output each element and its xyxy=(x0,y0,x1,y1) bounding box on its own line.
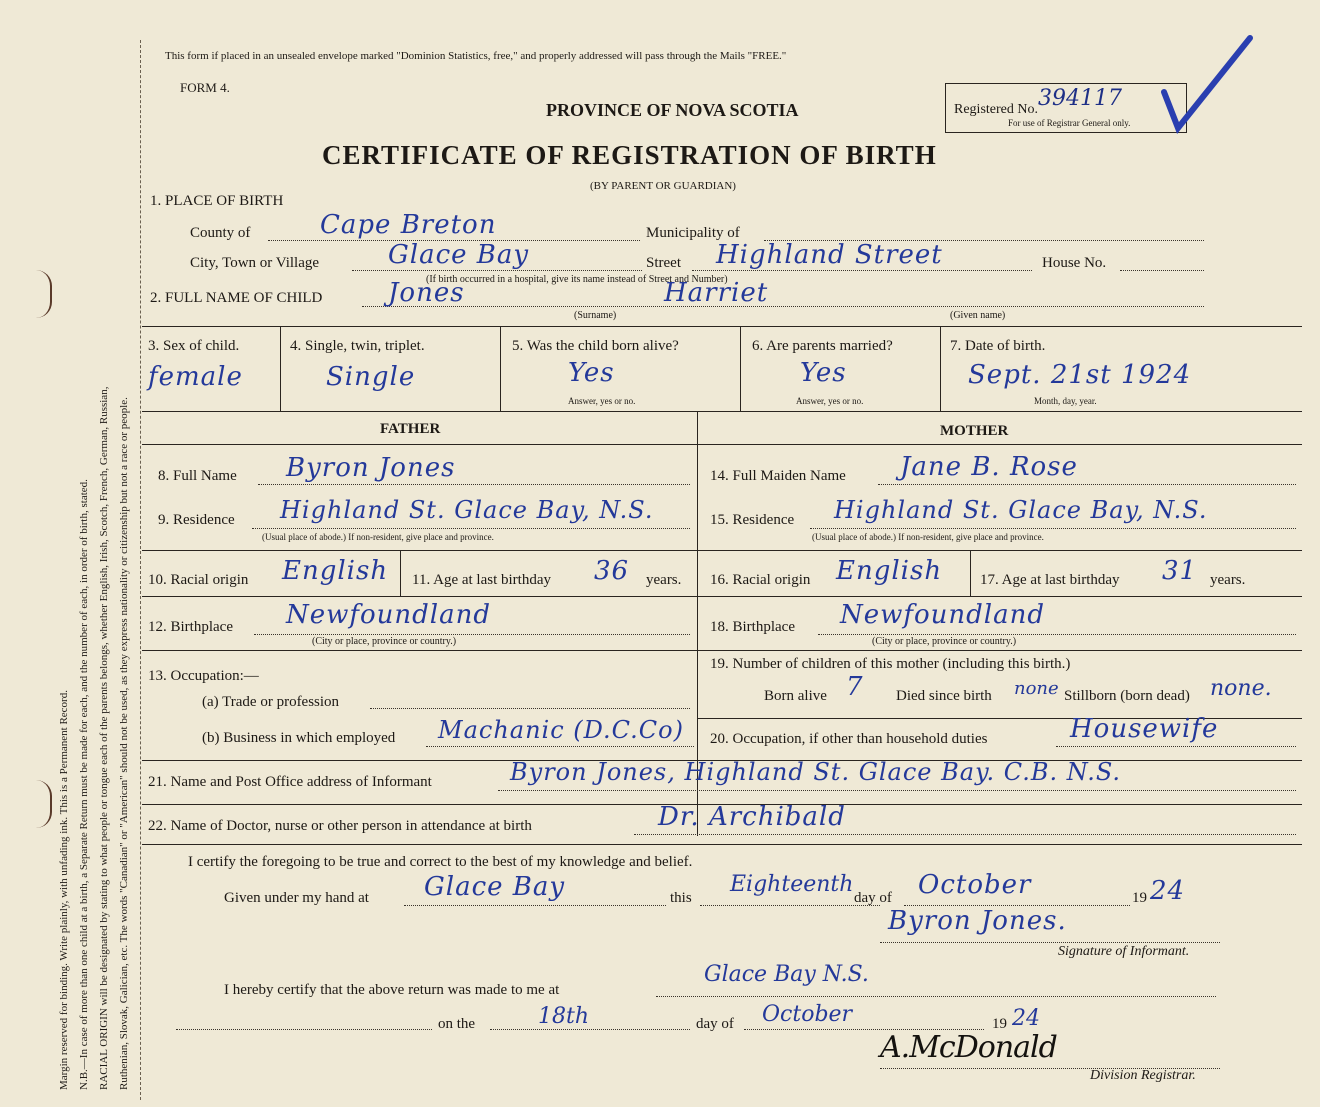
municipality-label: Municipality of xyxy=(646,225,740,241)
informant-signature: Byron Jones. xyxy=(888,906,1067,936)
mother-name: Jane B. Rose xyxy=(900,452,1078,482)
hospital-note: (If birth occurred in a hospital, give its name instead of Street and Number) xyxy=(426,274,728,285)
sex-value: female xyxy=(148,362,243,392)
informant-label: 21. Name and Post Office address of Informant xyxy=(148,774,432,790)
registrar-day-label: day of xyxy=(696,1016,734,1032)
day-value: Eighteenth xyxy=(730,872,854,897)
mail-note: This form if placed in an unsealed envelope marked "Dominion Statistics, free," and properly addressed will pass through the Mails "FREE." xyxy=(165,50,787,62)
mother-heading: MOTHER xyxy=(940,423,1009,439)
margin-note-1: Margin reserved for binding. Write plainly, with unfading ink. This is a Permanent Record. xyxy=(58,690,70,1090)
county-value: Cape Breton xyxy=(320,210,497,240)
registrar-signature: A.McDonald xyxy=(880,1030,1057,1065)
single-label: 4. Single, twin, triplet. xyxy=(290,338,425,354)
child-surname: Jones xyxy=(388,278,465,308)
registrar-day: 18th xyxy=(538,1004,590,1029)
year-value: 24 xyxy=(1150,876,1186,906)
surname-caption: (Surname) xyxy=(574,310,617,321)
city-value: Glace Bay xyxy=(388,240,530,270)
given-label: Given under my hand at xyxy=(224,890,369,906)
given-place: Glace Bay xyxy=(424,872,566,902)
died-value: none xyxy=(1014,678,1059,699)
father-occupation-label: 13. Occupation:— xyxy=(148,668,259,684)
place-heading: 1. PLACE OF BIRTH xyxy=(150,193,284,209)
binding-hole xyxy=(36,270,52,318)
sex-label: 3. Sex of child. xyxy=(148,338,240,354)
mother-occupation-label: 20. Occupation, if other than household duties xyxy=(710,731,988,747)
date-value: Sept. 21st 1924 xyxy=(968,360,1192,390)
doctor-label: 22. Name of Doctor, nurse or other person in attendance at birth xyxy=(148,818,532,834)
mother-birthplace: Newfoundland xyxy=(840,600,1046,630)
father-age-label: 11. Age at last birthday xyxy=(412,572,551,588)
mother-racial: English xyxy=(836,556,943,586)
father-racial-label: 10. Racial origin xyxy=(148,572,249,588)
registrar-caption: Division Registrar. xyxy=(1090,1068,1196,1083)
alive-value: Yes xyxy=(568,358,615,388)
business-label: (b) Business in which employed xyxy=(202,730,396,746)
stillborn-value: none. xyxy=(1210,676,1272,701)
signature-caption: Signature of Informant. xyxy=(1058,944,1190,959)
father-residence-label: 9. Residence xyxy=(158,512,235,528)
mother-age: 31 xyxy=(1162,556,1198,586)
trade-label: (a) Trade or profession xyxy=(202,694,340,710)
doctor-value: Dr. Archibald xyxy=(658,802,846,832)
this-label: this xyxy=(670,890,692,906)
mother-racial-label: 16. Racial origin xyxy=(710,572,811,588)
child-given-name: Harriet xyxy=(664,278,769,308)
mother-residence-caption: (Usual place of abode.) If non-resident, give place and province. xyxy=(812,532,1044,542)
margin-note-4: Ruthenian, Slovak, Galician, etc. The words "Canadian" or "American" should not be used, as they express nationality or citizenship but not a race or people. xyxy=(118,397,130,1090)
married-value: Yes xyxy=(800,358,847,388)
mother-birthplace-caption: (City or place, province or country.) xyxy=(872,636,1017,647)
informant-value: Byron Jones, Highland St. Glace Bay. C.B. N.S. xyxy=(510,758,1122,786)
date-caption: Month, day, year. xyxy=(1034,396,1097,406)
subtitle: (BY PARENT OR GUARDIAN) xyxy=(590,180,736,192)
mother-age-label: 17. Age at last birthday xyxy=(980,572,1120,588)
checkmark-icon xyxy=(1150,30,1260,140)
father-racial: English xyxy=(282,556,389,586)
margin-note-3: RACIAL ORIGIN will be designated by stating to what people or tongue each of the parents belongs, whether English, Irish, Scotch, French, German, Russian, xyxy=(98,386,110,1090)
mother-residence-label: 15. Residence xyxy=(710,512,795,528)
registrar-year-prefix: 19 xyxy=(992,1016,1007,1032)
father-birthplace: Newfoundland xyxy=(286,600,492,630)
father-residence: Highland St. Glace Bay, N.S. xyxy=(280,496,654,524)
date-label: 7. Date of birth. xyxy=(950,338,1046,354)
county-label: County of xyxy=(190,225,251,241)
month-value: October xyxy=(918,870,1032,900)
father-name-label: 8. Full Name xyxy=(158,468,237,484)
father-age: 36 xyxy=(594,556,630,586)
father-business: Machanic (D.C.Co) xyxy=(438,716,684,744)
province-heading: PROVINCE OF NOVA SCOTIA xyxy=(546,100,799,120)
father-years: years. xyxy=(646,572,682,588)
page-title: CERTIFICATE OF REGISTRATION OF BIRTH xyxy=(322,140,937,170)
house-label: House No. xyxy=(1042,255,1107,271)
born-alive-value: 7 xyxy=(846,672,864,702)
street-value: Highland Street xyxy=(716,240,943,270)
registrar-month: October xyxy=(762,1002,853,1027)
child-name-label: 2. FULL NAME OF CHILD xyxy=(150,290,323,306)
stillborn-label: Stillborn (born dead) xyxy=(1064,688,1190,704)
born-alive-label: Born alive xyxy=(764,688,827,704)
given-caption: (Given name) xyxy=(950,310,1006,321)
on-the-label: on the xyxy=(438,1016,476,1032)
died-label: Died since birth xyxy=(896,688,992,704)
single-value: Single xyxy=(326,362,416,392)
form-number: FORM 4. xyxy=(180,80,230,95)
registrar-place: Glace Bay N.S. xyxy=(704,962,869,987)
binding-hole xyxy=(36,780,52,828)
alive-label: 5. Was the child born alive? xyxy=(512,338,679,354)
mother-residence: Highland St. Glace Bay, N.S. xyxy=(834,496,1208,524)
day-label: day of xyxy=(854,890,892,906)
children-label: 19. Number of children of this mother (including this birth.) xyxy=(710,656,1071,672)
margin-note-2: N.B.—In case of more than one child at a birth, a Separate Return must be made for each, and the number of each, in order of birth, stated. xyxy=(78,479,90,1090)
father-birthplace-caption: (City or place, province or country.) xyxy=(312,636,457,647)
married-caption: Answer, yes or no. xyxy=(796,396,864,406)
year-prefix: 19 xyxy=(1132,890,1147,906)
mother-name-label: 14. Full Maiden Name xyxy=(710,468,846,484)
registrar-note: For use of Registrar General only. xyxy=(1008,118,1131,128)
certify-statement: I certify the foregoing to be true and correct to the best of my knowledge and belief. xyxy=(188,854,693,870)
street-label: Street xyxy=(646,255,681,271)
father-residence-caption: (Usual place of abode.) If non-resident, give place and province. xyxy=(262,532,494,542)
alive-caption: Answer, yes or no. xyxy=(568,396,636,406)
registrar-year: 24 xyxy=(1012,1006,1040,1031)
married-label: 6. Are parents married? xyxy=(752,338,893,354)
father-birthplace-label: 12. Birthplace xyxy=(148,619,233,635)
mother-occupation: Housewife xyxy=(1070,714,1219,744)
father-heading: FATHER xyxy=(380,421,441,437)
city-label: City, Town or Village xyxy=(190,255,320,271)
registered-label: Registered No. xyxy=(954,102,1038,117)
father-name: Byron Jones xyxy=(286,453,456,483)
registered-number: 394117 xyxy=(1038,86,1122,111)
mother-years: years. xyxy=(1210,572,1246,588)
mother-birthplace-label: 18. Birthplace xyxy=(710,619,795,635)
registrar-statement: I hereby certify that the above return was made to me at xyxy=(224,982,560,998)
